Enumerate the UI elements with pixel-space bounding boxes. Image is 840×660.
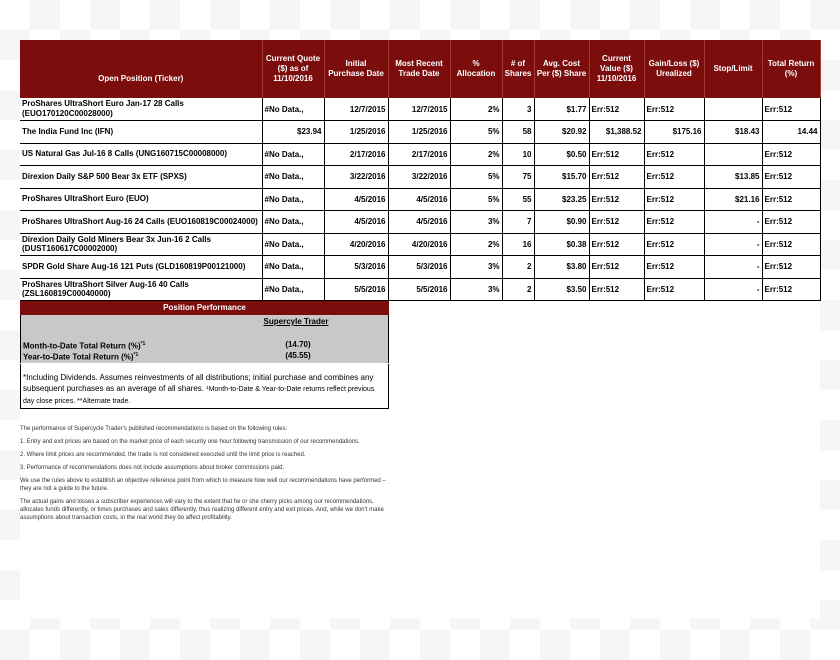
rules-paragraph: 3. Performance of recommendations does not include assumptions about broker commissions paid. xyxy=(20,465,285,471)
table-row xyxy=(20,188,820,211)
table-cell: $1,388.52 xyxy=(589,121,644,144)
table-cell: 3% xyxy=(450,211,502,234)
table-cell: 2% xyxy=(450,233,502,256)
table-cell: 12/7/2015 xyxy=(388,98,450,121)
table-cell: $1.77 xyxy=(534,98,589,121)
table-cell: - xyxy=(704,278,762,301)
position-name-cell: Direxion Daily S&P 500 Bear 3x ETF (SPXS) xyxy=(20,166,262,189)
table-cell: 5/3/2016 xyxy=(324,256,388,279)
table-cell: 2/17/2016 xyxy=(388,143,450,166)
table-cell: 1/25/2016 xyxy=(324,121,388,144)
table-cell: Err:512 xyxy=(589,143,644,166)
header-row xyxy=(20,40,820,98)
column-header: Initial Purchase Date xyxy=(324,40,388,98)
column-header: Current Value ($) 11/10/2016 xyxy=(589,40,644,98)
table-cell: 3/22/2016 xyxy=(388,166,450,189)
ytd-label: Year-to-Date Total Return (%)$^{*1}$ xyxy=(23,352,139,362)
table-cell: Err:512 xyxy=(589,211,644,234)
table-cell: 2% xyxy=(450,98,502,121)
rules-paragraph: 1. Entry and exit prices are based on the market price of each security one hour following transmission of our recommendations. xyxy=(20,439,360,445)
performance-column-title: Supercyle Trader xyxy=(263,317,329,326)
table-cell xyxy=(704,143,762,166)
position-performance xyxy=(20,301,389,363)
table-cell: 55 xyxy=(502,188,534,211)
table-cell: $3.50 xyxy=(534,278,589,301)
table-cell: - xyxy=(704,211,762,234)
table-cell: $3.80 xyxy=(534,256,589,279)
table-cell: 10 xyxy=(502,143,534,166)
table-cell: 5/3/2016 xyxy=(388,256,450,279)
rules-paragraph: We use the rules above to establish an objective reference point from which to measure how well our recommendations have performed – they are not a guide to the future. xyxy=(20,478,386,492)
table-cell: Err:512 xyxy=(589,98,644,121)
column-header: Avg. Cost Per ($) Share xyxy=(534,40,589,98)
table-cell: Err:512 xyxy=(762,233,820,256)
table-cell: #No Data., xyxy=(262,166,324,189)
table-cell: $0.38 xyxy=(534,233,589,256)
table-cell: 4/20/2016 xyxy=(324,233,388,256)
column-header: # of Shares xyxy=(502,40,534,98)
table-cell: 3% xyxy=(450,278,502,301)
table-cell: $23.94 xyxy=(262,121,324,144)
table-cell: #No Data., xyxy=(262,233,324,256)
table-cell: $0.90 xyxy=(534,211,589,234)
ytd-row xyxy=(23,350,389,361)
column-header: Total Return (%) xyxy=(762,40,820,98)
table-cell: $23.25 xyxy=(534,188,589,211)
table-cell: Err:512 xyxy=(644,256,704,279)
position-name-cell: US Natural Gas Jul-16 8 Calls (UNG160715C00008000) xyxy=(20,143,262,166)
column-header: Most Recent Trade Date xyxy=(388,40,450,98)
table-cell: 2/17/2016 xyxy=(324,143,388,166)
table-row xyxy=(20,143,820,166)
table-row xyxy=(20,121,820,144)
mtd-row xyxy=(23,339,389,350)
table-cell: 4/5/2016 xyxy=(324,188,388,211)
positions-table xyxy=(20,40,821,301)
footnote-line-2: ¹Month-to-Date & Year-to-Date returns reflect previous day close prices. **Alternate trade. xyxy=(23,386,375,405)
table-cell: 2 xyxy=(502,278,534,301)
table-cell: Err:512 xyxy=(589,166,644,189)
table-cell: $21.16 xyxy=(704,188,762,211)
table-cell: Err:512 xyxy=(762,143,820,166)
position-name-cell: ProShares UltraShort Euro Jan-17 28 Calls (EUO170120C00028000) xyxy=(20,98,262,121)
table-row xyxy=(20,211,820,234)
table-row xyxy=(20,278,820,301)
column-header: Stop/Limit xyxy=(704,40,762,98)
position-name-cell: ProShares UltraShort Aug-16 24 Calls (EUO160819C00024000) xyxy=(20,211,262,234)
table-cell: - xyxy=(704,233,762,256)
table-cell: Err:512 xyxy=(589,233,644,256)
position-name-cell: ProShares UltraShort Euro (EUO) xyxy=(20,188,262,211)
table-cell: Err:512 xyxy=(644,143,704,166)
table-cell: #No Data., xyxy=(262,278,324,301)
table-cell: 3% xyxy=(450,256,502,279)
table-cell: 4/5/2016 xyxy=(388,188,450,211)
table-cell: 4/20/2016 xyxy=(388,233,450,256)
table-cell: Err:512 xyxy=(589,256,644,279)
table-cell: #No Data., xyxy=(262,256,324,279)
mtd-value: (14.70) xyxy=(285,340,311,349)
table-cell: Err:512 xyxy=(762,98,820,121)
table-cell: #No Data., xyxy=(262,188,324,211)
footnote-line-1: *Including Dividends. Assumes reinvestments of all distributions; initial purchase and combines any subsequent purchases as an average of all shares. xyxy=(23,373,374,393)
column-header: Current Quote ($) as of 11/10/2016 xyxy=(262,40,324,98)
table-cell: 5/5/2016 xyxy=(388,278,450,301)
column-header: Open Position (Ticker) xyxy=(20,40,262,98)
table-cell: Err:512 xyxy=(762,188,820,211)
rules-paragraph: 2. Where limit prices are recommended, the trade is not considered executed until the limit price is reached. xyxy=(20,452,306,458)
position-name-cell: ProShares UltraShort Silver Aug-16 40 Calls (ZSL160819C00040000) xyxy=(20,278,262,301)
table-cell: 3/22/2016 xyxy=(324,166,388,189)
table-cell: Err:512 xyxy=(644,278,704,301)
table-cell: 75 xyxy=(502,166,534,189)
table-cell: $175.16 xyxy=(644,121,704,144)
table-cell: #No Data., xyxy=(262,211,324,234)
table-cell: 5% xyxy=(450,166,502,189)
table-cell: 16 xyxy=(502,233,534,256)
table-cell xyxy=(704,98,762,121)
table-cell: 14.44 xyxy=(762,121,820,144)
table-cell: 2% xyxy=(450,143,502,166)
footnote xyxy=(20,364,389,409)
table-cell: 4/5/2016 xyxy=(388,211,450,234)
table-cell: 5% xyxy=(450,121,502,144)
table-cell: Err:512 xyxy=(762,211,820,234)
column-header: % Allocation xyxy=(450,40,502,98)
table-cell: $15.70 xyxy=(534,166,589,189)
table-row xyxy=(20,233,820,256)
table-cell: 4/5/2016 xyxy=(324,211,388,234)
table-cell: Err:512 xyxy=(762,256,820,279)
performance-body xyxy=(20,315,389,363)
table-cell: 7 xyxy=(502,211,534,234)
table-cell: 3 xyxy=(502,98,534,121)
performance-title: Position Performance xyxy=(20,301,389,315)
table-cell: 5/5/2016 xyxy=(324,278,388,301)
spreadsheet xyxy=(20,40,820,618)
table-cell: Err:512 xyxy=(589,188,644,211)
table-cell: #No Data., xyxy=(262,98,324,121)
table-row xyxy=(20,166,820,189)
table-cell: #No Data., xyxy=(262,143,324,166)
table-row xyxy=(20,98,820,121)
table-cell: Err:512 xyxy=(762,166,820,189)
table-cell: 2 xyxy=(502,256,534,279)
table-cell: $0.50 xyxy=(534,143,589,166)
table-cell: Err:512 xyxy=(589,278,644,301)
rules-text xyxy=(20,425,390,527)
ytd-value: (45.55) xyxy=(285,351,311,360)
table-cell: - xyxy=(704,256,762,279)
table-cell: Err:512 xyxy=(644,188,704,211)
table-cell: Err:512 xyxy=(762,278,820,301)
table-cell: 12/7/2015 xyxy=(324,98,388,121)
table-row xyxy=(20,256,820,279)
table-cell: Err:512 xyxy=(644,233,704,256)
rules-paragraph: The performance of Supercycle Trader's published recommendations is based on the following rules: xyxy=(20,426,288,432)
table-cell: Err:512 xyxy=(644,166,704,189)
column-header: Gain/Loss ($) Urealized xyxy=(644,40,704,98)
table-cell: Err:512 xyxy=(644,98,704,121)
table-cell: $13.85 xyxy=(704,166,762,189)
position-name-cell: SPDR Gold Share Aug-16 121 Puts (GLD160819P00121000) xyxy=(20,256,262,279)
table-cell: 5% xyxy=(450,188,502,211)
table-cell: Err:512 xyxy=(644,211,704,234)
position-name-cell: The India Fund Inc (IFN) xyxy=(20,121,262,144)
table-cell: $18.43 xyxy=(704,121,762,144)
mtd-label: Month-to-Date Total Return (%)$^{*1}$ xyxy=(23,341,146,351)
table-cell: $20.92 xyxy=(534,121,589,144)
table-cell: 1/25/2016 xyxy=(388,121,450,144)
position-name-cell: Direxion Daily Gold Miners Bear 3x Jun-16 2 Calls (DUST160617C00002000) xyxy=(20,233,262,256)
table-cell: 58 xyxy=(502,121,534,144)
rules-paragraph: The actual gains and losses a subscriber experiences will vary to the extent that he or she cherry picks among our recommendations, allocates funds differently, or times purchases and sales differently, thus realizing different entry and exit prices. And, while we don't make assumptions about transaction costs, in the real world they do affect profitability. xyxy=(20,499,384,521)
